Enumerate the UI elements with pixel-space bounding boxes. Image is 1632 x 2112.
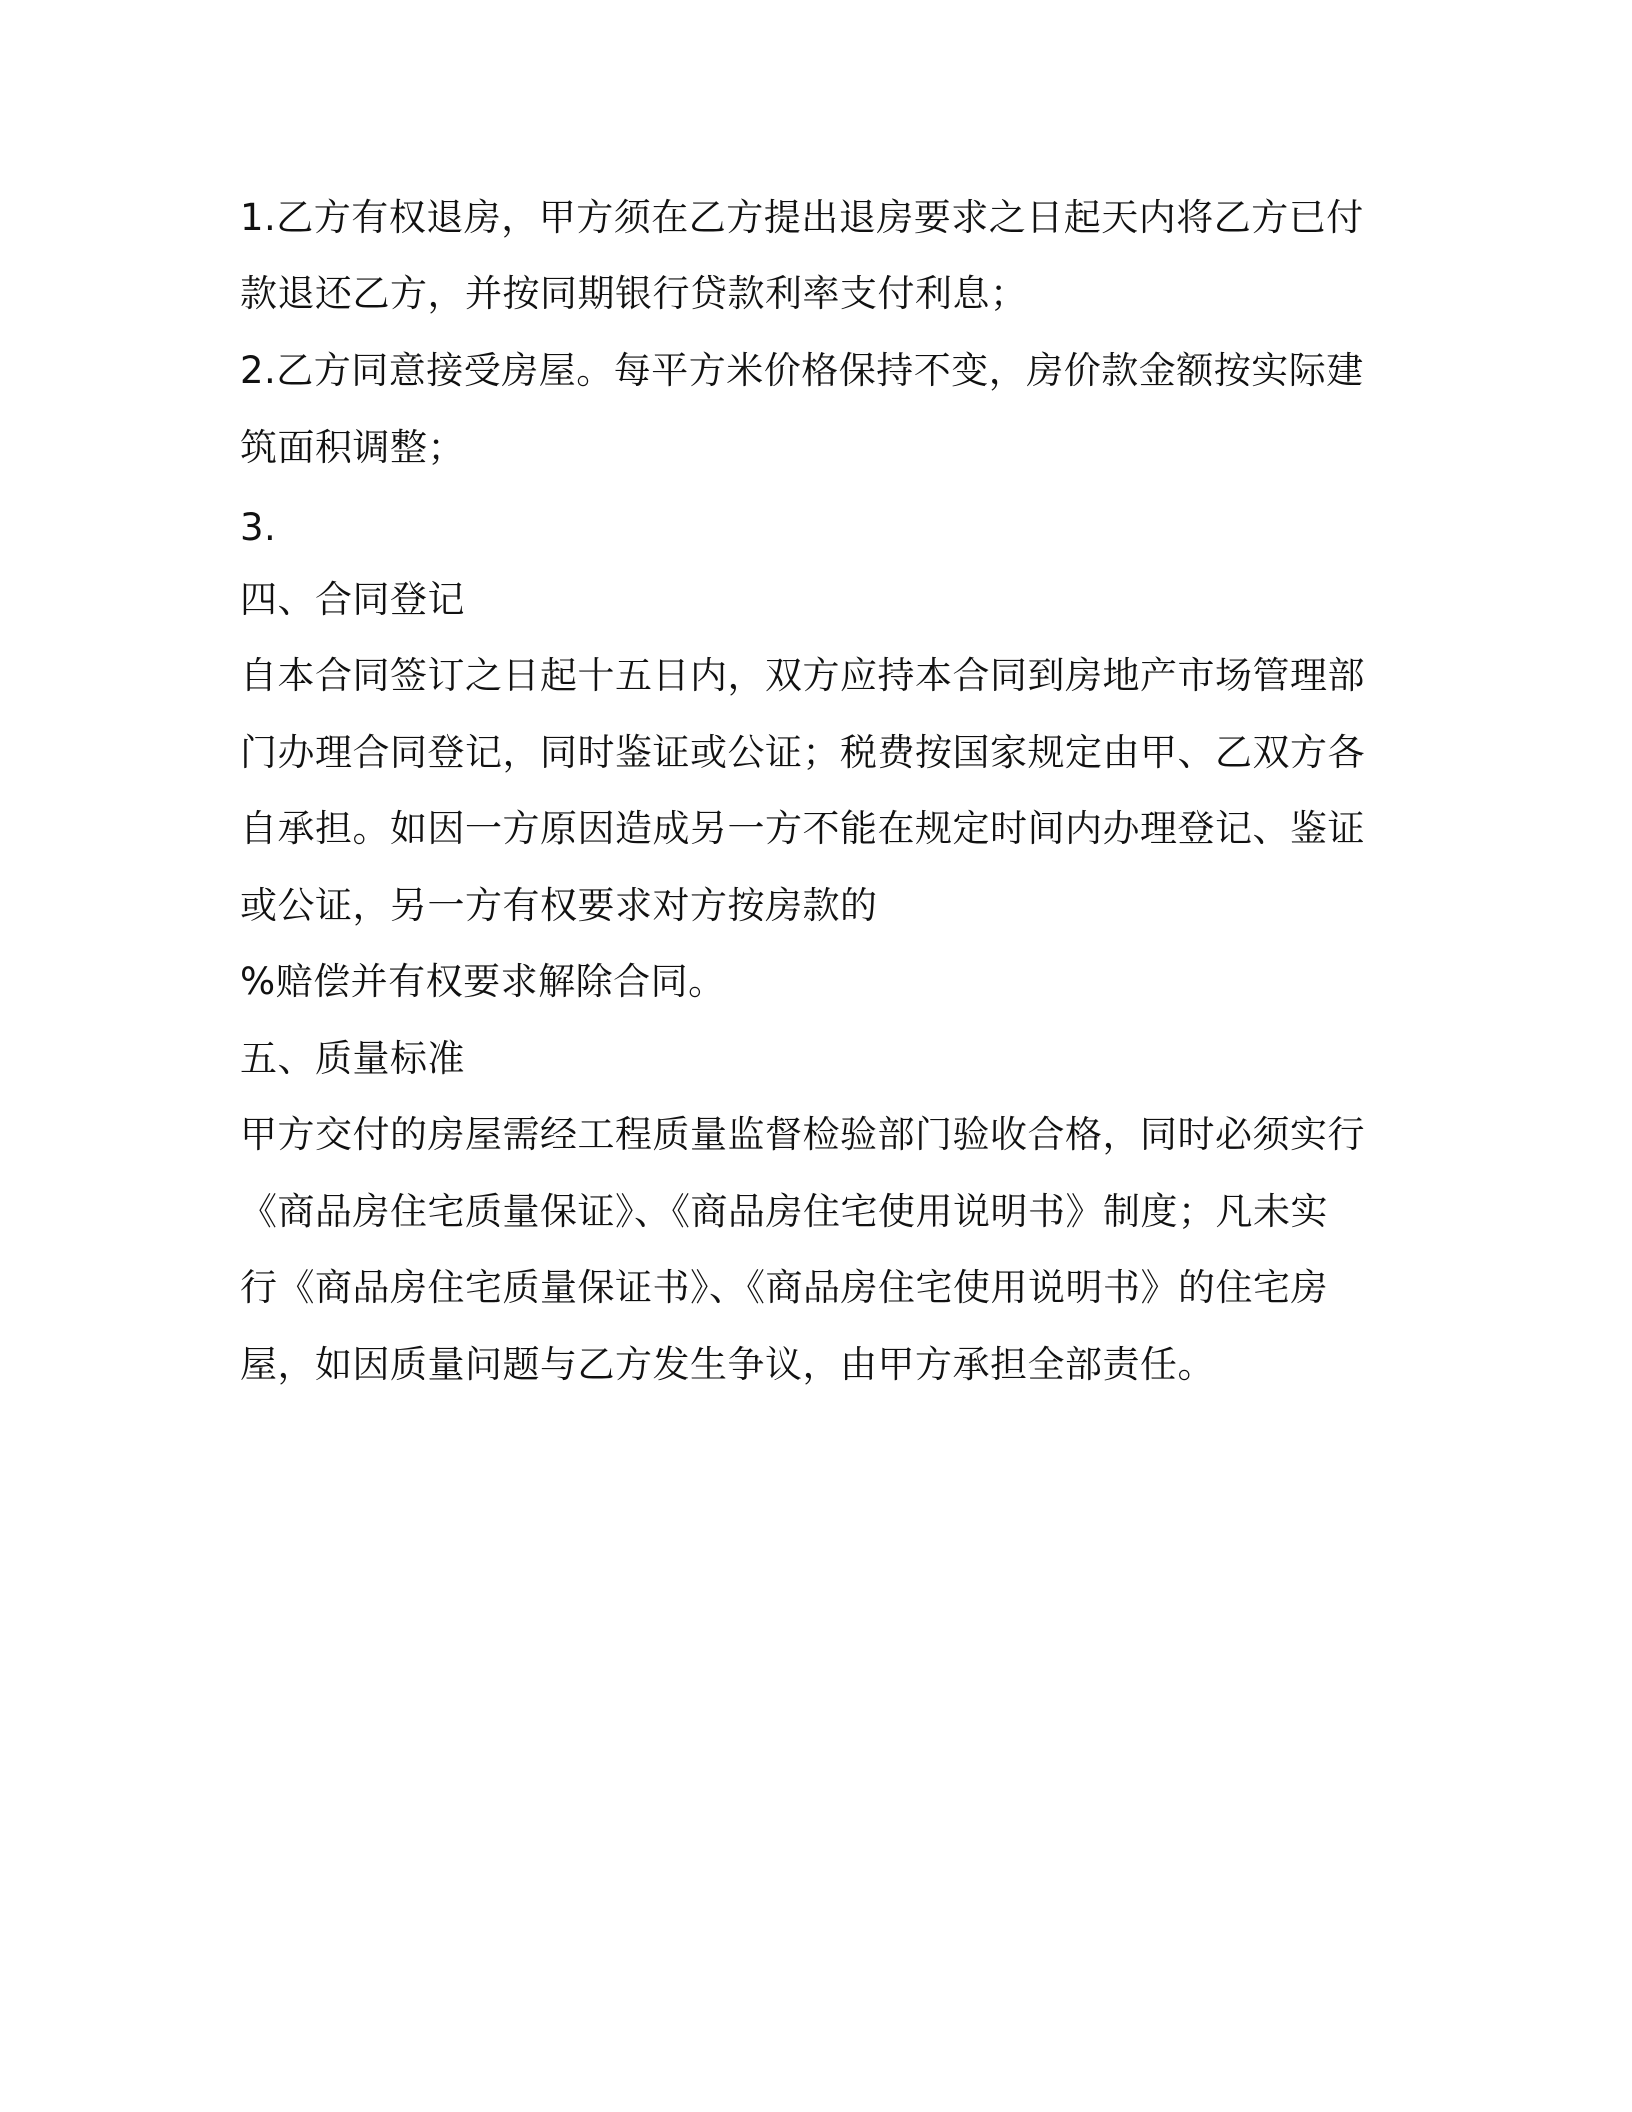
text-line-registration-2: 门办理合同登记，同时鉴证或公证；税费按国家规定由甲、乙双方各 xyxy=(240,731,1365,774)
text-line-registration-3: 自承担。如因一方原因造成另一方不能在规定时间内办理登记、鉴证 xyxy=(240,807,1365,850)
section-heading-registration: 四、合同登记 xyxy=(240,578,465,621)
text-line-refund-clause: 1.乙方有权退房，甲方须在乙方提出退房要求之日起天内将乙方已付 xyxy=(240,196,1364,239)
text-line-quality-2: 《商品房住宅质量保证》、《商品房住宅使用说明书》制度；凡未实 xyxy=(240,1190,1328,1233)
text-line-item-3: 3. xyxy=(240,506,277,549)
text-line-registration-4: 或公证，另一方有权要求对方按房款的 xyxy=(240,884,878,927)
text-line-area-adjust: 筑面积调整； xyxy=(240,426,465,469)
text-line-quality-1: 甲方交付的房屋需经工程质量监督检验部门验收合格，同时必须实行 xyxy=(240,1113,1365,1156)
text-line-refund-interest: 款退还乙方，并按同期银行贷款利率支付利息； xyxy=(240,272,1028,315)
text-line-quality-4: 屋，如因质量问题与乙方发生争议，由甲方承担全部责任。 xyxy=(240,1343,1215,1386)
section-heading-quality: 五、质量标准 xyxy=(240,1037,465,1080)
text-line-registration-1: 自本合同签订之日起十五日内，双方应持本合同到房地产市场管理部 xyxy=(240,654,1365,697)
text-line-quality-3: 行《商品房住宅质量保证书》、《商品房住宅使用说明书》的住宅房 xyxy=(240,1266,1328,1309)
text-line-registration-5: %赔偿并有权要求解除合同。 xyxy=(240,960,726,1003)
text-line-accept-house: 2.乙方同意接受房屋。每平方米价格保持不变，房价款金额按实际建 xyxy=(240,349,1364,392)
